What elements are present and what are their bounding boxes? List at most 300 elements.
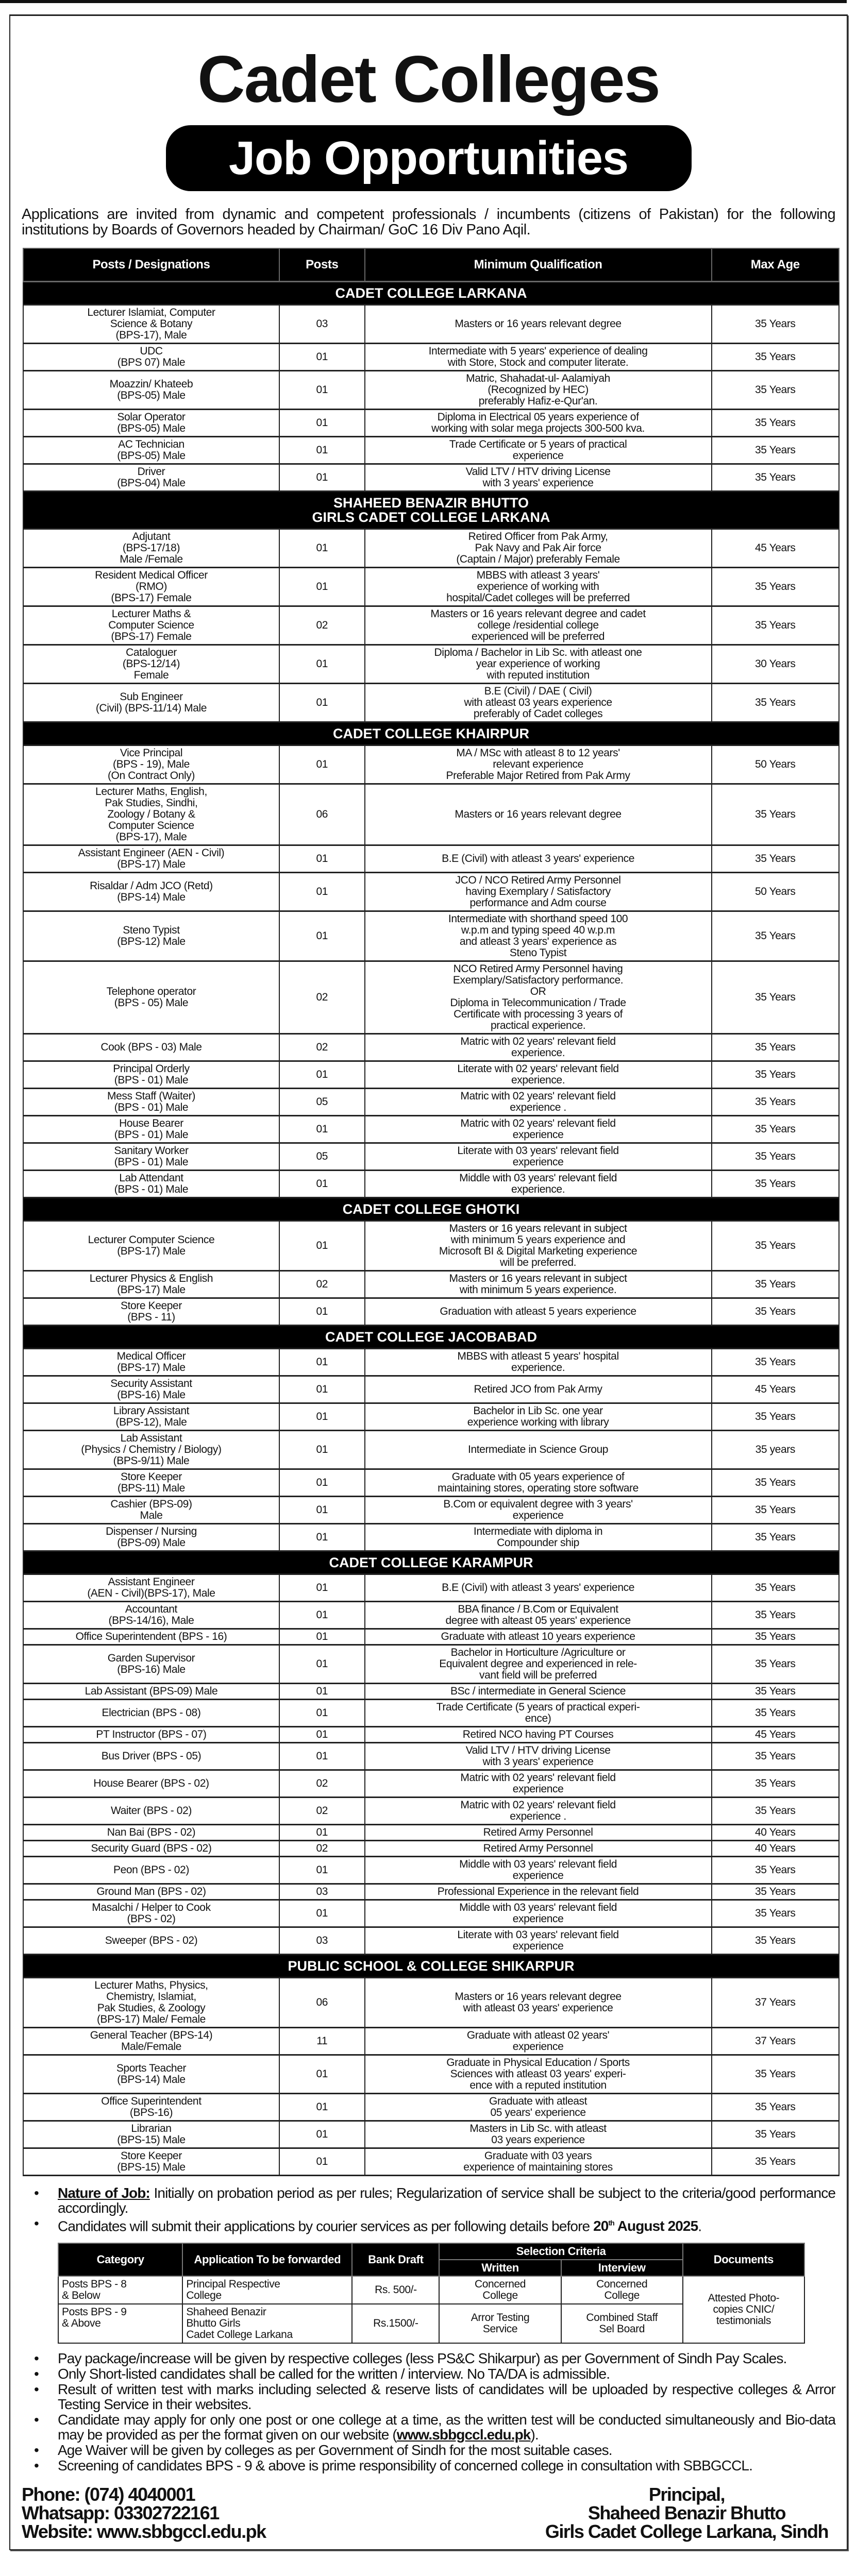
job-row (23, 529, 839, 568)
job-row (23, 1403, 839, 1431)
application-cell: Shaheed Benazir Bhutto Girls Cadet College Larkana (182, 2304, 352, 2343)
job-row (23, 606, 839, 645)
posts-cell: 01 (279, 371, 365, 410)
note-nature-of-job (22, 2185, 835, 2215)
job-row (23, 745, 839, 784)
qualification-cell: Matric with 02 years' relevant field experience . (365, 1798, 712, 1825)
designation-cell: PT Instructor (BPS - 07) (23, 1727, 279, 1743)
max-age-cell: 35 Years (712, 437, 839, 464)
max-age-cell: 35 Years (712, 684, 839, 722)
posts-cell: 01 (279, 1602, 365, 1629)
qualification-cell: Intermediate with diploma in Compounder ship (365, 1524, 712, 1551)
posts-cell: 01 (279, 1469, 365, 1497)
job-row (23, 437, 839, 464)
qualification-cell: Graduate in Physical Education / Sports Sciences with atleast 03 years' experi- ence with a reputed institution (365, 2055, 712, 2094)
signatory-title: Principal, (648, 2484, 725, 2505)
designation-cell: House Bearer (BPS - 02) (23, 1770, 279, 1798)
job-row (23, 645, 839, 684)
designation-cell: Driver (BPS-04) Male (23, 464, 279, 492)
max-age-cell: 50 Years (712, 873, 839, 911)
job-row (23, 1900, 839, 1927)
designation-cell: Lecturer Physics & English (BPS-17) Male (23, 1271, 279, 1298)
qualification-cell: Intermediate in Science Group (365, 1431, 712, 1469)
posts-cell: 02 (279, 606, 365, 645)
jobs-table-body (23, 282, 839, 2176)
max-age-cell: 35 Years (712, 2055, 839, 2094)
section-header-row (23, 722, 839, 745)
header-written: Written (439, 2260, 561, 2276)
header-application-forwarded: Application To be forwarded (182, 2243, 352, 2276)
qualification-cell: Graduate with 05 years experience of maintaining stores, operating store software (365, 1469, 712, 1497)
qualification-cell: Retired JCO from Pak Army (365, 1376, 712, 1403)
max-age-cell: 35 Years (712, 784, 839, 845)
notes-top (22, 2185, 835, 2233)
job-row (23, 961, 839, 1034)
max-age-cell: 35 Years (712, 1743, 839, 1770)
max-age-cell: 35 Years (712, 1171, 839, 1198)
posts-cell: 02 (279, 1841, 365, 1857)
qualification-cell: BBA finance / B.Com or Equivalent degree with alteast 05 years' experience (365, 1602, 712, 1629)
posts-cell: 01 (279, 1524, 365, 1551)
qualification-cell: Masters or 16 years relevant degree and cadet college /residential college experienced will be preferred (365, 606, 712, 645)
max-age-cell: 35 Years (712, 1602, 839, 1629)
designation-cell: Security Guard (BPS - 02) (23, 1841, 279, 1857)
designation-cell: Waiter (BPS - 02) (23, 1798, 279, 1825)
job-row (23, 1376, 839, 1403)
job-row (23, 845, 839, 873)
max-age-cell: 35 years (712, 1431, 839, 1469)
section-title: CADET COLLEGE JACOBABAD (23, 1326, 839, 1349)
posts-cell: 01 (279, 2121, 365, 2148)
designation-cell: Lab Attendant (BPS - 01) Male (23, 1171, 279, 1198)
posts-cell: 01 (279, 745, 365, 784)
max-age-cell: 35 Years (712, 1645, 839, 1684)
posts-cell: 01 (279, 1376, 365, 1403)
max-age-cell: 35 Years (712, 1857, 839, 1884)
posts-cell: 05 (279, 1143, 365, 1171)
written-cell: Arror Testing Service (439, 2304, 561, 2343)
max-age-cell: 35 Years (712, 1700, 839, 1727)
max-age-cell: 35 Years (712, 1497, 839, 1524)
posts-cell: 01 (279, 845, 365, 873)
posts-cell: 01 (279, 1645, 365, 1684)
posts-cell: 01 (279, 1349, 365, 1376)
max-age-cell: 35 Years (712, 1927, 839, 1955)
qualification-cell: JCO / NCO Retired Army Personnel having Exemplary / Satisfactory performance and Adm course (365, 873, 712, 911)
qualification-cell: Masters or 16 years relevant in subject with minimum 5 years experience. (365, 1271, 712, 1298)
max-age-cell: 35 Years (712, 1684, 839, 1700)
designation-cell: Lecturer Computer Science (BPS-17) Male (23, 1221, 279, 1271)
job-row (23, 1884, 839, 1900)
job-row (23, 1727, 839, 1743)
posts-cell: 06 (279, 1978, 365, 2028)
designation-cell: Telephone operator (BPS - 05) Male (23, 961, 279, 1034)
posts-cell: 01 (279, 873, 365, 911)
header-documents: Documents (683, 2243, 804, 2276)
max-age-cell: 35 Years (712, 1061, 839, 1089)
qualification-cell: MA / MSc with atleast 8 to 12 years' relevant experience Preferable Major Retired from Pak Army (365, 745, 712, 784)
job-row (23, 1469, 839, 1497)
job-row (23, 1271, 839, 1298)
posts-cell: 01 (279, 568, 365, 606)
designation-cell: Lab Assistant (BPS-09) Male (23, 1684, 279, 1700)
max-age-cell: 35 Years (712, 1524, 839, 1551)
posts-cell: 01 (279, 2094, 365, 2121)
note-one-post (22, 2412, 835, 2442)
section-header-row (23, 282, 839, 305)
col-posts: Posts (279, 248, 365, 282)
designation-cell: Medical Officer (BPS-17) Male (23, 1349, 279, 1376)
max-age-cell: 35 Years (712, 1271, 839, 1298)
qualification-cell: Literate with 02 years' relevant field experience. (365, 1061, 712, 1089)
section-title: PUBLIC SCHOOL & COLLEGE SHIKARPUR (23, 1955, 839, 1978)
posts-cell: 03 (279, 305, 365, 344)
designation-cell: Moazzin/ Khateeb (BPS-05) Male (23, 371, 279, 410)
qualification-cell: Valid LTV / HTV driving License with 3 years' experience (365, 464, 712, 492)
posts-cell: 01 (279, 1574, 365, 1602)
qualification-cell: Middle with 03 years' relevant field experience (365, 1900, 712, 1927)
qualification-cell: Professional Experience in the relevant field (365, 1884, 712, 1900)
designation-cell: Principal Orderly (BPS - 01) Male (23, 1061, 279, 1089)
posts-cell: 01 (279, 529, 365, 568)
note-pay-package: • Pay package/increase will be given by respective colleges (less PS&C Shikarpur) as per Government of Sindh Pay Scales. (22, 2351, 835, 2366)
designation-cell: Ground Man (BPS - 02) (23, 1884, 279, 1900)
max-age-cell: 35 Years (712, 1798, 839, 1825)
job-row (23, 1978, 839, 2028)
posts-cell: 01 (279, 344, 365, 371)
interview-cell: Concerned College (561, 2276, 683, 2304)
designation-cell: Adjutant (BPS-17/18) Male /Female (23, 529, 279, 568)
posts-cell: 01 (279, 1684, 365, 1700)
posts-cell: 03 (279, 1884, 365, 1900)
qualification-cell: BSc / intermediate in General Science (365, 1684, 712, 1700)
designation-cell: Sports Teacher (BPS-14) Male (23, 2055, 279, 2094)
posts-cell: 01 (279, 911, 365, 961)
posts-cell: 01 (279, 1298, 365, 1326)
max-age-cell: 35 Years (712, 606, 839, 645)
max-age-cell: 35 Years (712, 961, 839, 1034)
page-title: Cadet Colleges (197, 43, 660, 116)
designation-cell: Sweeper (BPS - 02) (23, 1927, 279, 1955)
section-header-row (23, 1955, 839, 1978)
note-screening: • Screening of candidates BPS - 9 & above is prime responsibility of concerned college in consultation with SBBGCCL. (22, 2458, 835, 2473)
posts-cell: 06 (279, 784, 365, 845)
job-row (23, 1841, 839, 1857)
job-row (23, 2094, 839, 2121)
job-row (23, 1349, 839, 1376)
section-title: CADET COLLEGE LARKANA (23, 282, 839, 305)
job-row (23, 1497, 839, 1524)
job-row (23, 371, 839, 410)
posts-cell: 01 (279, 1403, 365, 1431)
max-age-cell: 35 Years (712, 1884, 839, 1900)
col-max-age: Max Age (712, 248, 839, 282)
qualification-cell: MBBS with atleast 3 years' experience of working with hospital/Cadet colleges will be preferred (365, 568, 712, 606)
designation-cell: Steno Typist (BPS-12) Male (23, 911, 279, 961)
job-row (23, 1431, 839, 1469)
qualification-cell: Masters or 16 years relevant degree with atleast 03 years' experience (365, 1978, 712, 2028)
job-row (23, 1629, 839, 1645)
max-age-cell: 35 Years (712, 464, 839, 492)
posts-cell: 01 (279, 2055, 365, 2094)
qualification-cell: B.E (Civil) / DAE ( Civil) with atleast 03 years experience preferably of Cadet colleges (365, 684, 712, 722)
website-link[interactable]: www.sbbgccl.edu.pk (396, 2427, 531, 2443)
max-age-cell: 35 Years (712, 1116, 839, 1143)
max-age-cell: 45 Years (712, 1376, 839, 1403)
posts-cell: 01 (279, 645, 365, 684)
posts-cell: 01 (279, 1825, 365, 1841)
posts-cell: 02 (279, 1770, 365, 1798)
posts-cell: 01 (279, 1857, 365, 1884)
header-selection-criteria: Selection Criteria (439, 2243, 682, 2260)
qualification-cell: Matric, Shahadat-ul- Aalamiyah (Recognized by HEC) preferably Hafiz-e-Qur'an. (365, 371, 712, 410)
apply-row (58, 2276, 804, 2304)
one-post-text: Candidate may apply for only one post or one college at a time, as the written test will be conducted simultaneously and Bio-data may be provided as per the format given on our website ( (58, 2412, 835, 2443)
nature-of-job-text: Initially on probation period as per rules; Regularization of service shall be subject to the criteria/good performance accordingly. (58, 2185, 835, 2216)
qualification-cell: Trade Certificate or 5 years of practical experience (365, 437, 712, 464)
job-row (23, 1770, 839, 1798)
designation-cell: Vice Principal (BPS - 19), Male (On Contract Only) (23, 745, 279, 784)
job-row (23, 911, 839, 961)
qualification-cell: Matric with 02 years' relevant field experience (365, 1770, 712, 1798)
qualification-cell: Trade Certificate (5 years of practical experi- ence) (365, 1700, 712, 1727)
jobs-table (23, 248, 840, 2176)
designation-cell: Office Superintendent (BPS-16) (23, 2094, 279, 2121)
signatory-institution: Shaheed Benazir Bhutto (588, 2502, 785, 2524)
job-row (23, 684, 839, 722)
max-age-cell: 35 Years (712, 2094, 839, 2121)
deadline-day: 20 (593, 2218, 609, 2234)
designation-cell: Librarian (BPS-15) Male (23, 2121, 279, 2148)
max-age-cell: 35 Years (712, 1298, 839, 1326)
posts-cell: 01 (279, 1900, 365, 1927)
designation-cell: Cashier (BPS-09) Male (23, 1497, 279, 1524)
notes-bottom (22, 2351, 835, 2473)
header-bank-draft: Bank Draft (352, 2243, 439, 2276)
section-header-row (23, 1551, 839, 1574)
max-age-cell: 30 Years (712, 645, 839, 684)
job-row (23, 2028, 839, 2055)
designation-cell: Lab Assistant (Physics / Chemistry / Biology) (BPS-9/11) Male (23, 1431, 279, 1469)
job-row (23, 873, 839, 911)
max-age-cell: 35 Years (712, 1034, 839, 1061)
note-shortlisted: • Only Short-listed candidates shall be called for the written / interview. No TA/DA is admissible. (22, 2366, 835, 2381)
job-row (23, 1524, 839, 1551)
posts-cell: 01 (279, 1629, 365, 1645)
qualification-cell: Masters in Lib Sc. with atleast 03 years experience (365, 2121, 712, 2148)
designation-cell: AC Technician (BPS-05) Male (23, 437, 279, 464)
designation-cell: Cook (BPS - 03) Male (23, 1034, 279, 1061)
job-row (23, 1574, 839, 1602)
max-age-cell: 35 Years (712, 1089, 839, 1116)
posts-cell: 01 (279, 1497, 365, 1524)
written-cell: Concerned College (439, 2276, 561, 2304)
qualification-cell: Intermediate with 5 years' experience of dealing with Store, Stock and computer literate. (365, 344, 712, 371)
max-age-cell: 35 Years (712, 1629, 839, 1645)
qualification-cell: Graduate with atleast 05 years' experience (365, 2094, 712, 2121)
section-title: CADET COLLEGE KHAIRPUR (23, 722, 839, 745)
job-row (23, 1116, 839, 1143)
deadline-suffix: th (608, 2219, 614, 2227)
header-interview: Interview (561, 2260, 683, 2276)
signatory (545, 2485, 828, 2541)
qualification-cell: Graduate with atleast 02 years' experience (365, 2028, 712, 2055)
job-opportunities-banner: Job Opportunities (166, 125, 692, 191)
posts-cell: 01 (279, 1743, 365, 1770)
job-row (23, 1171, 839, 1198)
max-age-cell: 35 Years (712, 1143, 839, 1171)
designation-cell: Risaldar / Adm JCO (Retd) (BPS-14) Male (23, 873, 279, 911)
designation-cell: Lecturer Islamiat, Computer Science & Botany (BPS-17), Male (23, 305, 279, 344)
whatsapp: Whatsapp: 03302722161 (22, 2502, 219, 2524)
posts-cell: 01 (279, 464, 365, 492)
advertisement (9, 14, 848, 2550)
max-age-cell: 37 Years (712, 2028, 839, 2055)
qualification-cell: Masters or 16 years relevant in subject with minimum 5 years experience and Microsoft BI & Digital Marketing experience will be preferred. (365, 1221, 712, 1271)
contact-details (22, 2485, 266, 2541)
qualification-cell: B.E (Civil) with atleast 3 years' experience (365, 845, 712, 873)
qualification-cell: Masters or 16 years relevant degree (365, 305, 712, 344)
max-age-cell: 35 Years (712, 344, 839, 371)
designation-cell: Lecturer Maths, English, Pak Studies, Sindhi, Zoology / Botany & Computer Science (BPS-17), Male (23, 784, 279, 845)
qualification-cell: B.Com or equivalent degree with 3 years' experience (365, 1497, 712, 1524)
section-header-row (23, 1198, 839, 1221)
posts-cell: 02 (279, 1034, 365, 1061)
section-title: CADET COLLEGE KARAMPUR (23, 1551, 839, 1574)
top-rule (0, 0, 847, 3)
qualification-cell: MBBS with atleast 5 years' hospital experience. (365, 1349, 712, 1376)
posts-cell: 02 (279, 1798, 365, 1825)
designation-cell: Library Assistant (BPS-12), Male (23, 1403, 279, 1431)
qualification-cell: Middle with 03 years' relevant field experience. (365, 1171, 712, 1198)
application-details-table (58, 2243, 805, 2344)
documents-cell: Attested Photo- copies CNIC/ testimonials (683, 2276, 804, 2343)
job-row (23, 1700, 839, 1727)
max-age-cell: 35 Years (712, 1221, 839, 1271)
job-row (23, 1743, 839, 1770)
job-row (23, 1857, 839, 1884)
job-row (23, 344, 839, 371)
max-age-cell: 45 Years (712, 1727, 839, 1743)
qualification-cell: NCO Retired Army Personnel having Exemplary/Satisfactory performance. OR Diploma in Telecommunication / Trade Certificate with processing 3 years of practical experience. (365, 961, 712, 1034)
designation-cell: Sub Engineer (Civil) (BPS-11/14) Male (23, 684, 279, 722)
posts-cell: 01 (279, 1431, 365, 1469)
job-row (23, 464, 839, 492)
job-row (23, 410, 839, 437)
qualification-cell: Diploma in Electrical 05 years experience of working with solar mega projects 300-500 kva. (365, 410, 712, 437)
job-row (23, 2148, 839, 2176)
deadline (593, 2218, 698, 2234)
designation-cell: Security Assistant (BPS-16) Male (23, 1376, 279, 1403)
posts-cell: 01 (279, 437, 365, 464)
max-age-cell: 35 Years (712, 305, 839, 344)
section-header-row (23, 1326, 839, 1349)
designation-cell: Lecturer Maths, Physics, Chemistry, Islamiat, Pak Studies, & Zoology (BPS-17) Male/ Female (23, 1978, 279, 2028)
designation-cell: House Bearer (BPS - 01) Male (23, 1116, 279, 1143)
one-post-end: ). (530, 2427, 539, 2443)
qualification-cell: Valid LTV / HTV driving License with 3 years' experience (365, 1743, 712, 1770)
designation-cell: Assistant Engineer (AEN - Civil)(BPS-17), Male (23, 1574, 279, 1602)
designation-cell: UDC (BPS 07) Male (23, 344, 279, 371)
posts-cell: 01 (279, 684, 365, 722)
qualification-cell: Bachelor in Horticulture /Agriculture or Equivalent degree and experienced in rele- vant field will be preferred (365, 1645, 712, 1684)
max-age-cell: 35 Years (712, 371, 839, 410)
posts-cell: 01 (279, 1727, 365, 1743)
bank-draft-cell: Rs. 500/- (352, 2276, 439, 2304)
signatory-location: Girls Cadet College Larkana, Sindh (545, 2521, 828, 2543)
posts-cell: 01 (279, 1221, 365, 1271)
section-title: CADET COLLEGE GHOTKI (23, 1198, 839, 1221)
posts-cell: 01 (279, 1171, 365, 1198)
designation-cell: Electrician (BPS - 08) (23, 1700, 279, 1727)
max-age-cell: 35 Years (712, 845, 839, 873)
job-row (23, 1602, 839, 1629)
intro-paragraph: Applications are invited from dynamic and competent professionals / incumbents (citizens of Pakistan) for the following institutions by Boards of Governors headed by Chairman/ GoC 16 Div Pano Aqil. (22, 206, 835, 238)
qualification-cell: Bachelor in Lib Sc. one year experience working with library (365, 1403, 712, 1431)
job-row (23, 1684, 839, 1700)
designation-cell: Cataloguer (BPS-12/14) Female (23, 645, 279, 684)
designation-cell: Sanitary Worker (BPS - 01) Male (23, 1143, 279, 1171)
designation-cell: Masalchi / Helper to Cook (BPS - 02) (23, 1900, 279, 1927)
qualification-cell: Matric with 02 years' relevant field experience . (365, 1089, 712, 1116)
max-age-cell: 35 Years (712, 2121, 839, 2148)
job-row (23, 1825, 839, 1841)
posts-cell: 01 (279, 2148, 365, 2176)
max-age-cell: 35 Years (712, 1403, 839, 1431)
note-submission-deadline (22, 2216, 835, 2233)
job-row (23, 2055, 839, 2094)
job-row (23, 1298, 839, 1326)
designation-cell: Resident Medical Officer (RMO) (BPS-17) Female (23, 568, 279, 606)
max-age-cell: 35 Years (712, 1770, 839, 1798)
max-age-cell: 45 Years (712, 529, 839, 568)
note-age-waiver: • Age Waiver will be given by colleges as per Government of Sindh for the most suitable cases. (22, 2443, 835, 2458)
job-row (23, 568, 839, 606)
max-age-cell: 50 Years (712, 745, 839, 784)
max-age-cell: 40 Years (712, 1825, 839, 1841)
job-row (23, 1798, 839, 1825)
qualification-cell: Retired Officer from Pak Army, Pak Navy and Pak Air force (Captain / Major) preferably Female (365, 529, 712, 568)
designation-cell: Lecturer Maths & Computer Science (BPS-17) Female (23, 606, 279, 645)
designation-cell: Nan Bai (BPS - 02) (23, 1825, 279, 1841)
posts-cell: 11 (279, 2028, 365, 2055)
max-age-cell: 35 Years (712, 1574, 839, 1602)
qualification-cell: Intermediate with shorthand speed 100 w.p.m and typing speed 40 w.p.m and atleast 3 years' experience as Steno Typist (365, 911, 712, 961)
nature-of-job-label: Nature of Job: (58, 2185, 150, 2201)
website[interactable]: Website: www.sbbgccl.edu.pk (22, 2521, 266, 2543)
qualification-cell: Graduate with 03 years experience of maintaining stores (365, 2148, 712, 2176)
section-title: SHAHEED BENAZIR BHUTTO GIRLS CADET COLLEGE LARKANA (23, 492, 839, 529)
qualification-cell: B.E (Civil) with atleast 3 years' experience (365, 1574, 712, 1602)
job-row (23, 1221, 839, 1271)
posts-cell: 01 (279, 410, 365, 437)
max-age-cell: 35 Years (712, 1900, 839, 1927)
interview-cell: Combined Staff Sel Board (561, 2304, 683, 2343)
job-row (23, 1143, 839, 1171)
deadline-month-year: August 2025 (614, 2218, 698, 2234)
posts-cell: 05 (279, 1089, 365, 1116)
contact-footer (22, 2485, 835, 2541)
designation-cell: Assistant Engineer (AEN - Civil) (BPS-17) Male (23, 845, 279, 873)
max-age-cell: 35 Years (712, 1469, 839, 1497)
category-cell: Posts BPS - 8 & Below (58, 2276, 182, 2304)
max-age-cell: 35 Years (712, 911, 839, 961)
qualification-cell: Retired NCO having PT Courses (365, 1727, 712, 1743)
max-age-cell: 35 Years (712, 410, 839, 437)
max-age-cell: 35 Years (712, 2148, 839, 2176)
designation-cell: General Teacher (BPS-14) Male/Female (23, 2028, 279, 2055)
qualification-cell: Retired Army Personnel (365, 1841, 712, 1857)
